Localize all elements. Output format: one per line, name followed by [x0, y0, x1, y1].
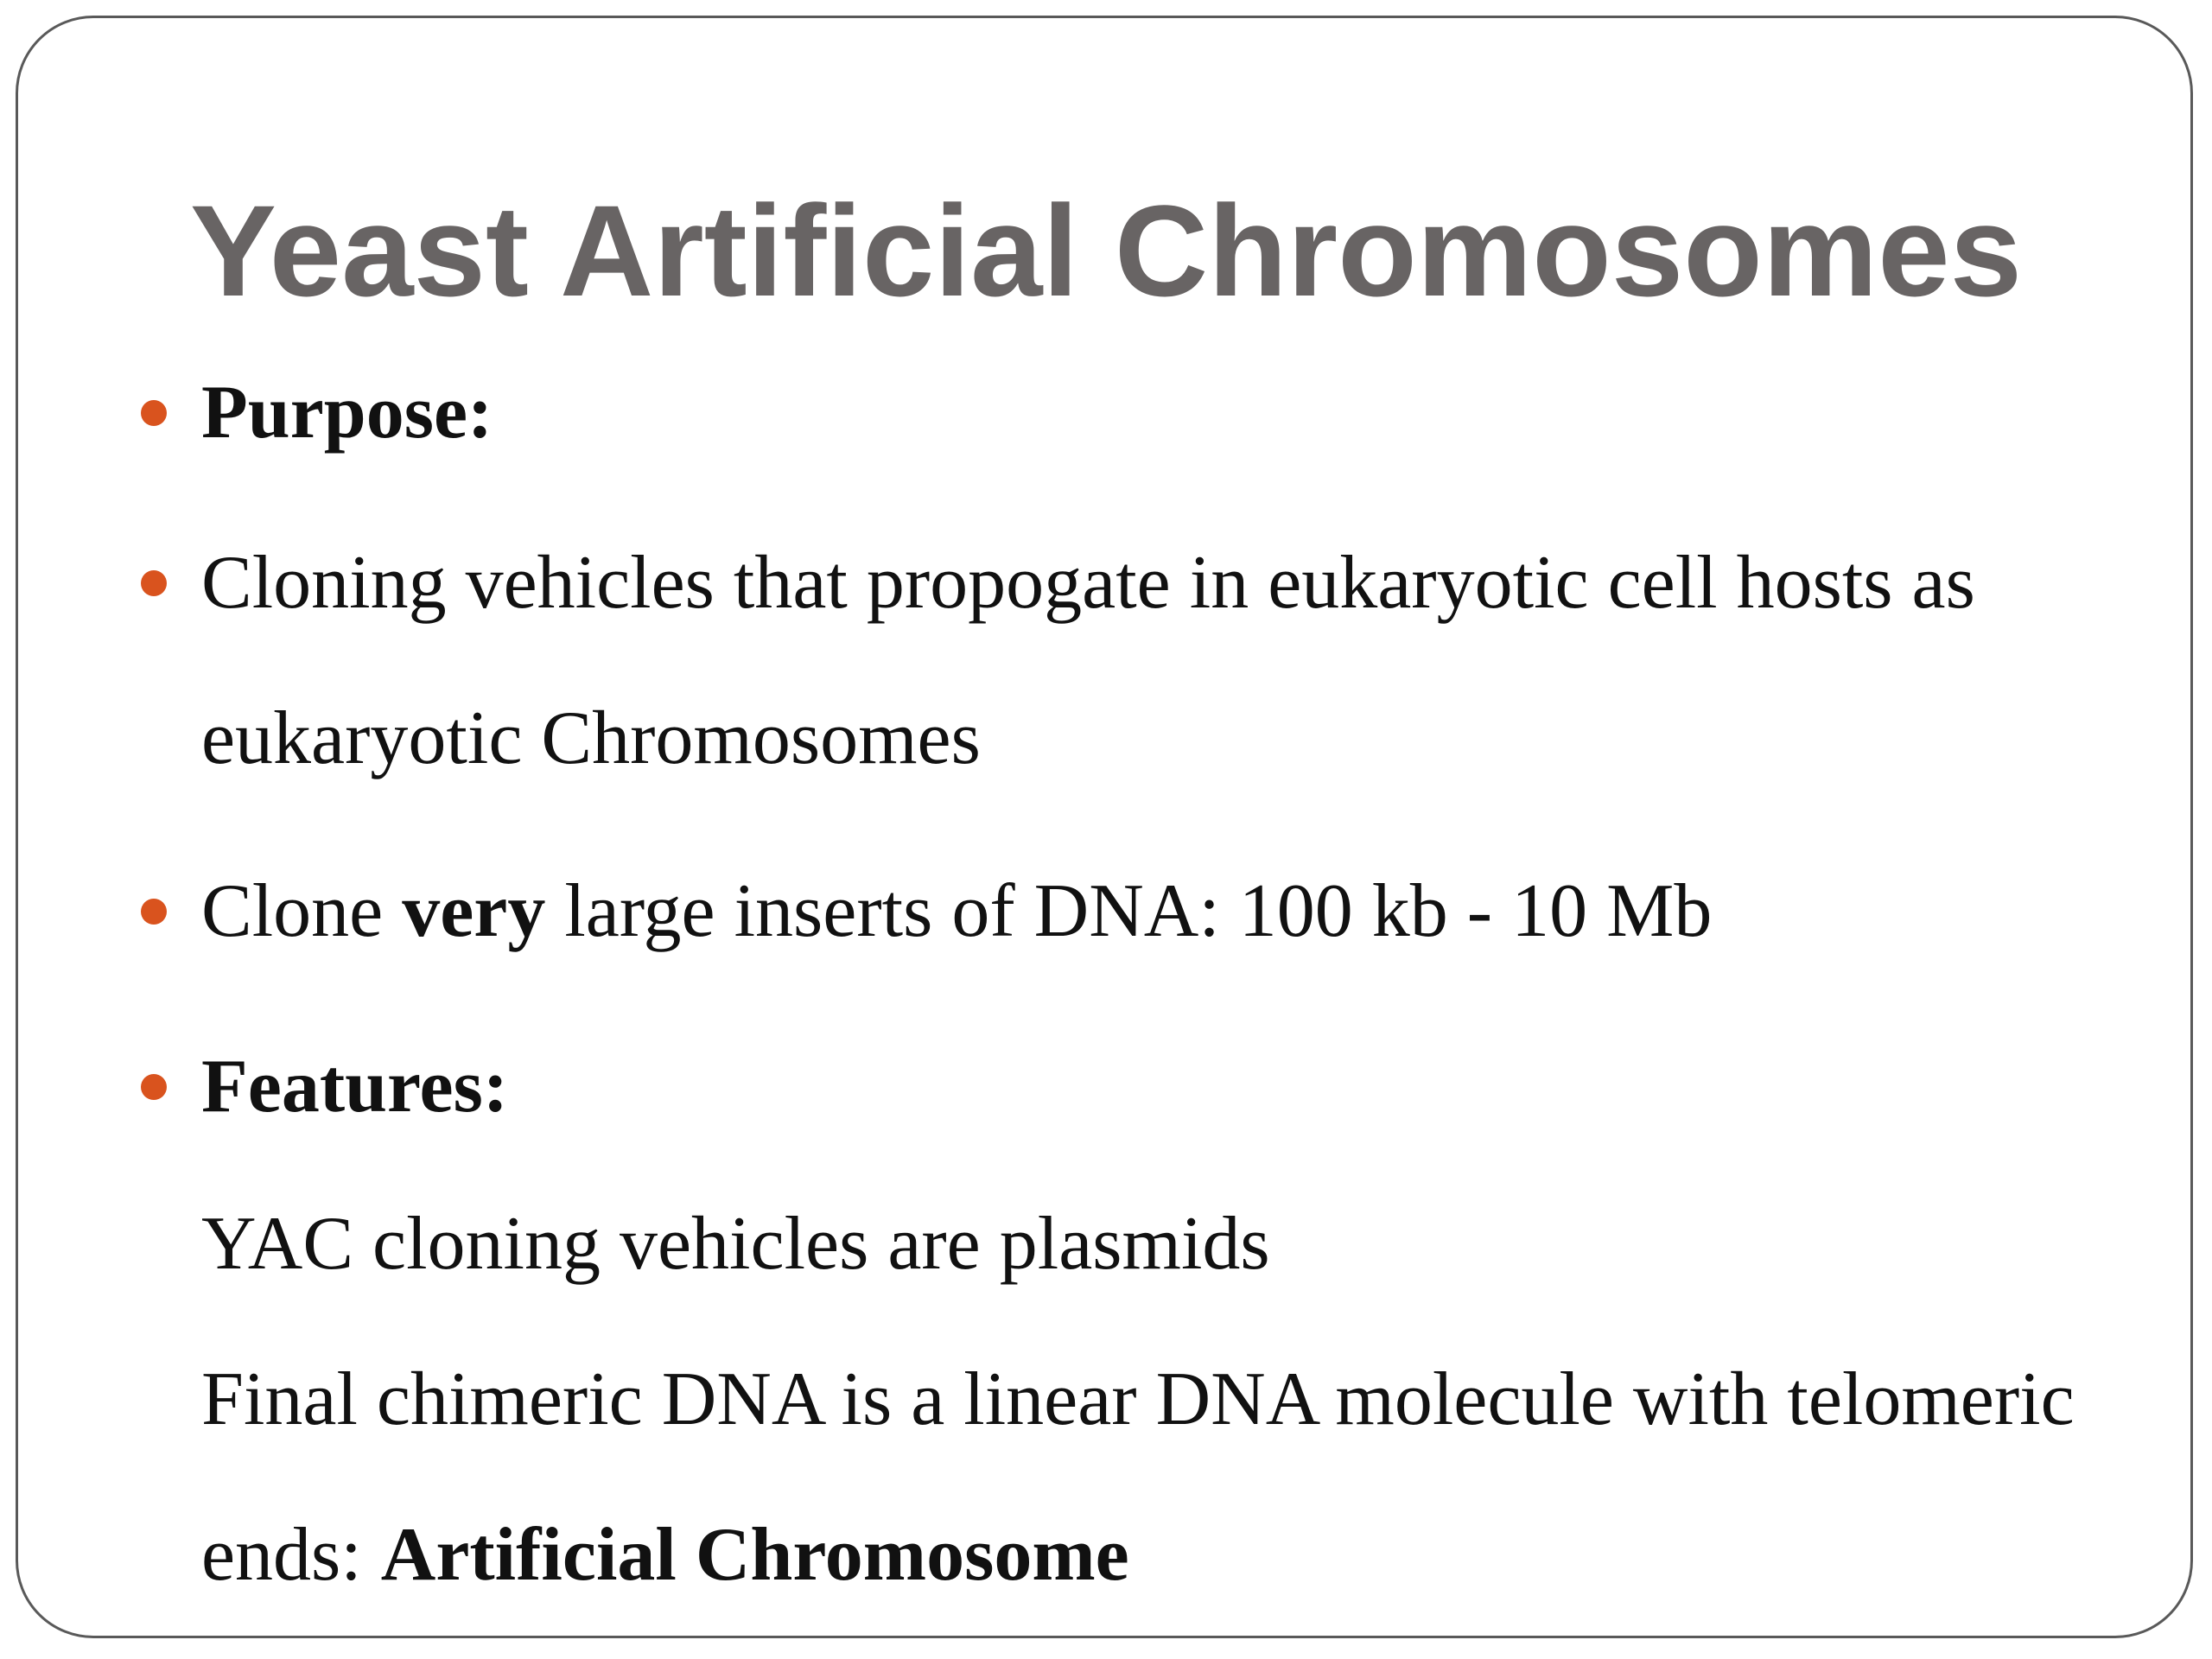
cloning-vehicles-line1: Cloning vehicles that propogate in eukaryotic cell hosts as — [201, 541, 1975, 625]
features-line2: Final chimeric DNA is a linear DNA molecule with telomeric — [201, 1357, 2075, 1441]
bullet-marker — [141, 899, 167, 925]
slide-title: Yeast Artificial Chromosomes — [189, 178, 2023, 323]
bullet-marker — [141, 1074, 167, 1100]
features-line3 — [201, 1508, 1129, 1603]
features-line3-emphasis: Artificial Chromosome — [380, 1513, 1129, 1597]
clone-prefix: Clone — [201, 869, 403, 953]
purpose-heading: Purpose: — [201, 371, 493, 454]
clone-suffix: large inserts of DNA: 100 kb - 10 Mb — [545, 869, 1713, 953]
features-line1: YAC cloning vehicles are plasmids — [201, 1202, 1270, 1286]
features-line3-prefix: ends: — [201, 1513, 381, 1597]
clone-emphasis: very — [402, 869, 546, 953]
bullet-marker — [141, 400, 167, 426]
features-heading: Features: — [201, 1045, 509, 1128]
clone-inserts-text — [201, 864, 1712, 959]
bullet-marker — [141, 570, 167, 596]
cloning-vehicles-line2: eukaryotic Chromosomes — [201, 696, 981, 780]
